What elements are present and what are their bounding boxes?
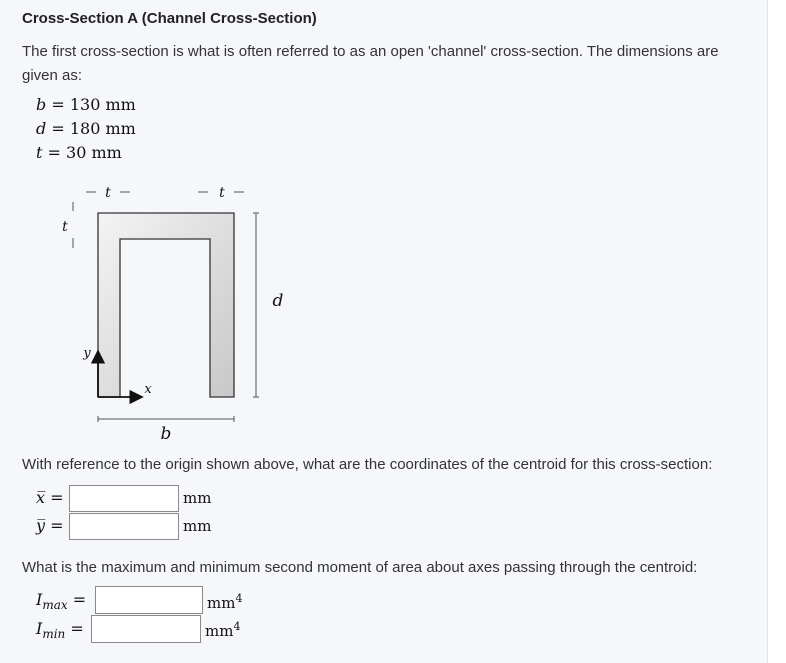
intro-text: The first cross-section is what is often referred to as an open 'channel' cross-section. The dimensions are given as: [22,43,719,84]
x-axis-label: x [144,382,152,397]
b-label: b [160,424,172,444]
t-label-top-right: t [219,185,225,201]
moment-question: What is the maximum and minimum second moment of area about axes passing through the centroid: [22,559,698,576]
dimension-b: b = 130 mm [36,95,136,114]
ybar-input[interactable] [69,513,179,540]
d-label: d [272,291,284,311]
dimension-d: d = 180 mm [36,119,136,138]
imin-unit: $mm^4$ [205,620,241,640]
imin-input[interactable] [91,615,201,643]
dimension-t: t = 30 mm [36,143,122,162]
imax-input[interactable] [95,586,203,614]
section-title: Cross-Section A (Channel Cross-Section) [22,10,317,27]
y-axis-label: y [83,346,91,361]
imax-unit: $mm^4$ [207,592,243,612]
xbar-label: x̅ = [36,488,64,507]
t-label-top-left: t [105,185,111,201]
t-label-side: t [62,219,68,235]
xbar-unit: mm [183,489,212,507]
channel-shape [98,213,234,397]
ybar-label: y̅ = [36,516,64,535]
channel-cross-section-diagram [0,175,320,450]
ybar-unit: mm [183,517,212,535]
centroid-question: With reference to the origin shown above, what are the coordinates of the centroid for this cross-section: [22,456,713,473]
imax-label: $I_{max}$ = [36,590,87,613]
xbar-input[interactable] [69,485,179,512]
imin-label: $I_{min}$ = [36,619,84,642]
